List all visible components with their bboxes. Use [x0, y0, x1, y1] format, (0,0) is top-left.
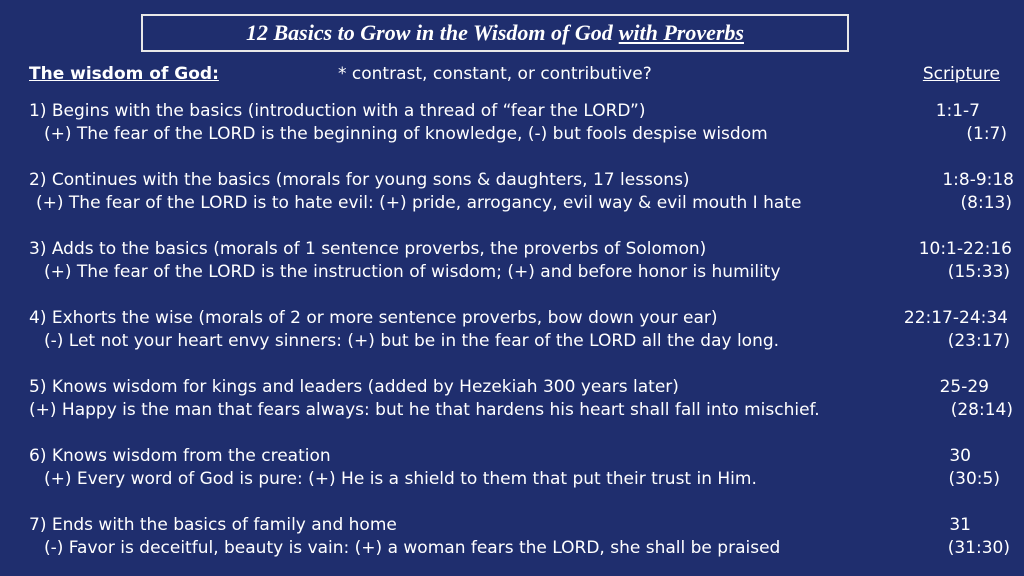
item-6-sub-ref: (30:5) [948, 469, 1000, 489]
title-main: 12 Basics to Grow in the Wisdom of God [245, 20, 613, 45]
item-2-sub-ref: (8:13) [960, 193, 1012, 213]
header-note: * contrast, constant, or contributive? [338, 64, 652, 84]
item-5-sub-text: (+) Happy is the man that fears always: but he that hardens his heart shall fall into mischief. [29, 400, 820, 420]
item-6-text: 6) Knows wisdom from the creation [29, 446, 331, 466]
header-wisdom-label: The wisdom of God: [29, 64, 219, 84]
item-5-text: 5) Knows wisdom for kings and leaders (added by Hezekiah 300 years later) [29, 377, 679, 397]
item-4-ref: 22:17-24:34 [903, 308, 1008, 328]
item-4-sub-line [0, 331, 1024, 353]
item-1-sub-ref: (1:7) [966, 124, 1007, 144]
item-1-ref: 1:1-7 [935, 101, 980, 121]
item-6-ref: 30 [949, 446, 971, 466]
item-5-sub-ref: (28:14) [950, 400, 1013, 420]
item-7-sub-ref: (31:30) [947, 538, 1010, 558]
item-5-line [0, 377, 1024, 399]
item-3-line [0, 239, 1024, 261]
item-1-sub-text: (+) The fear of the LORD is the beginning of knowledge, (-) but fools despise wisdom [44, 124, 768, 144]
title-underlined: with Proverbs [618, 20, 744, 45]
item-1-sub-line [0, 124, 1024, 146]
item-3-sub-line [0, 262, 1024, 284]
item-6-sub-line [0, 469, 1024, 491]
item-2-ref: 1:8-9:18 [942, 170, 1014, 190]
item-3-sub-ref: (15:33) [947, 262, 1010, 282]
item-7-text: 7) Ends with the basics of family and home [29, 515, 397, 535]
item-2-sub-text: (+) The fear of the LORD is to hate evil: (+) pride, arrogancy, evil way & evil mouth I hate [36, 193, 802, 213]
item-3-sub-text: (+) The fear of the LORD is the instruction of wisdom; (+) and before honor is humility [44, 262, 781, 282]
item-5-sub-line [0, 400, 1024, 422]
item-4-sub-ref: (23:17) [947, 331, 1010, 351]
item-2-line [0, 170, 1024, 192]
item-2-sub-line [0, 193, 1024, 215]
item-2-text: 2) Continues with the basics (morals for young sons & daughters, 17 lessons) [29, 170, 690, 190]
item-3-ref: 10:1-22:16 [918, 239, 1012, 259]
item-7-ref: 31 [949, 515, 971, 535]
header-scripture-label: Scripture [922, 64, 1000, 84]
item-3-text: 3) Adds to the basics (morals of 1 sentence proverbs, the proverbs of Solomon) [29, 239, 707, 259]
item-7-sub-text: (-) Favor is deceitful, beauty is vain: (+) a woman fears the LORD, she shall be praised [44, 538, 781, 558]
item-4-line [0, 308, 1024, 330]
item-7-sub-line [0, 538, 1024, 560]
slide-title [141, 14, 849, 52]
item-5-ref: 25-29 [939, 377, 989, 397]
item-4-text: 4) Exhorts the wise (morals of 2 or more sentence proverbs, bow down your ear) [29, 308, 718, 328]
item-4-sub-text: (-) Let not your heart envy sinners: (+) but be in the fear of the LORD all the day long. [44, 331, 780, 351]
item-7-line [0, 515, 1024, 537]
item-1-text: 1) Begins with the basics (introduction with a thread of “fear the LORD”) [29, 101, 646, 121]
item-6-sub-text: (+) Every word of God is pure: (+) He is a shield to them that put their trust in Him. [44, 469, 757, 489]
item-1-line [0, 101, 1024, 123]
item-6-line [0, 446, 1024, 468]
